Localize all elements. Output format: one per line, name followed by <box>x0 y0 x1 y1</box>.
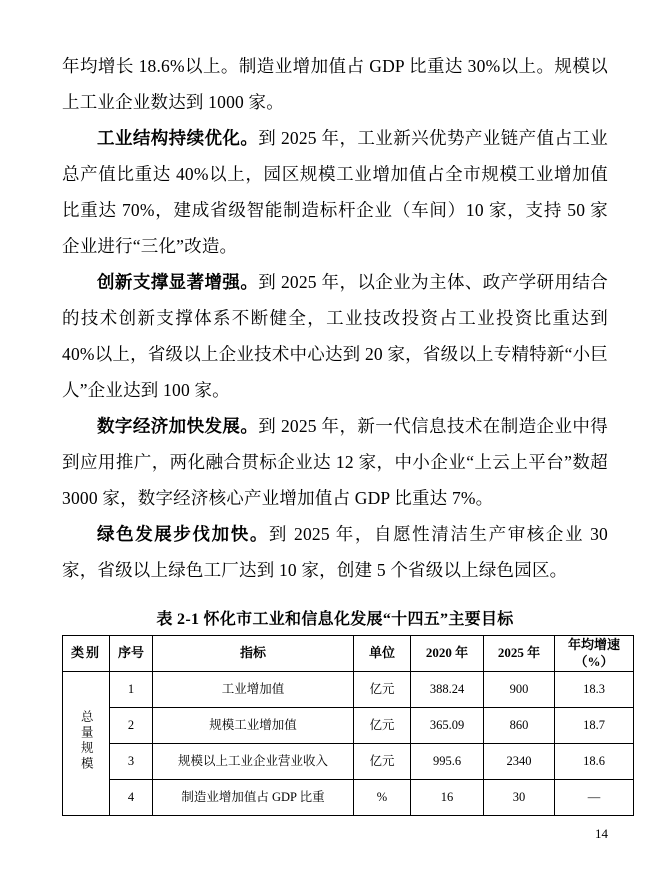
paragraph-1 <box>62 48 608 120</box>
header-category: 类别 <box>63 636 110 672</box>
paragraph-lead: 工业结构持续优化。 <box>97 128 259 148</box>
paragraph-5 <box>62 516 608 588</box>
paragraph-2 <box>62 120 608 264</box>
cell-2020: 995.6 <box>411 744 484 780</box>
cell-growth: 18.3 <box>555 672 634 708</box>
header-2020: 2020 年 <box>411 636 484 672</box>
category-label: 总量规模 <box>79 710 94 773</box>
header-index: 指标 <box>153 636 354 672</box>
cell-2020: 16 <box>411 780 484 816</box>
cell-unit: 亿元 <box>354 672 411 708</box>
paragraph-text: 到 2025 年，工业新兴优势产业链产值占工业总产值比重达 40%以上，园区规模工业增加值占全市规模工业增加值比重达 70%，建成省级智能制造标杆企业（车间）10 家，支持 50 家企业进行“三化”改造。 <box>62 128 608 256</box>
cell-growth: — <box>555 780 634 816</box>
cell-seq: 1 <box>110 672 153 708</box>
paragraph-lead: 绿色发展步伐加快。 <box>97 524 269 544</box>
paragraph-text: 年均增长 18.6%以上。制造业增加值占 GDP 比重达 30%以上。规模以上工业企业数达到 1000 家。 <box>62 56 608 112</box>
table-row <box>63 780 634 816</box>
cell-unit: % <box>354 780 411 816</box>
header-seq: 序号 <box>110 636 153 672</box>
cell-seq: 4 <box>110 780 153 816</box>
table-header-row <box>63 636 634 672</box>
main-goals-table <box>62 635 634 816</box>
header-growth: 年均增速（%） <box>555 636 634 672</box>
header-unit: 单位 <box>354 636 411 672</box>
paragraph-4 <box>62 408 608 516</box>
cell-unit: 亿元 <box>354 708 411 744</box>
cell-seq: 3 <box>110 744 153 780</box>
cell-growth: 18.7 <box>555 708 634 744</box>
table-caption: 表 2-1 怀化市工业和信息化发展“十四五”主要目标 <box>156 611 514 628</box>
cell-2025: 30 <box>484 780 555 816</box>
table-header <box>63 636 634 672</box>
paragraph-text: 到 2025 年，以企业为主体、政产学研用结合的技术创新支撑体系不断健全，工业技改投资占工业投资比重达到 40%以上，省级以上企业技术中心达到 20 家，省级以上专精特新“小巨人”企业达到 100 家。 <box>62 272 608 400</box>
paragraph-text: 到 2025 年，自愿性清洁生产审核企业 30 家，省级以上绿色工厂达到 10 家，创建 5 个省级以上绿色园区。 <box>62 524 608 580</box>
cell-index: 工业增加值 <box>153 672 354 708</box>
paragraph-lead: 创新支撑显著增强。 <box>97 272 259 292</box>
cell-growth: 18.6 <box>555 744 634 780</box>
category-cell <box>63 672 110 816</box>
header-2025: 2025 年 <box>484 636 555 672</box>
table-row <box>63 672 634 708</box>
cell-seq: 2 <box>110 708 153 744</box>
table-row <box>63 708 634 744</box>
table-row <box>63 744 634 780</box>
table-body <box>63 672 634 816</box>
paragraph-text: 到 2025 年，新一代信息技术在制造企业中得到应用推广，两化融合贯标企业达 12 家，中小企业“上云上平台”数超 3000 家，数字经济核心产业增加值占 GDP 比重达 7%。 <box>62 416 608 508</box>
cell-unit: 亿元 <box>354 744 411 780</box>
cell-index: 制造业增加值占 GDP 比重 <box>153 780 354 816</box>
page-number: 14 <box>595 826 608 841</box>
cell-2020: 365.09 <box>411 708 484 744</box>
cell-index: 规模工业增加值 <box>153 708 354 744</box>
cell-2025: 900 <box>484 672 555 708</box>
cell-2025: 2340 <box>484 744 555 780</box>
cell-2025: 860 <box>484 708 555 744</box>
paragraph-lead: 数字经济加快发展。 <box>97 416 259 436</box>
paragraph-3 <box>62 264 608 408</box>
cell-index: 规模以上工业企业营业收入 <box>153 744 354 780</box>
cell-2020: 388.24 <box>411 672 484 708</box>
